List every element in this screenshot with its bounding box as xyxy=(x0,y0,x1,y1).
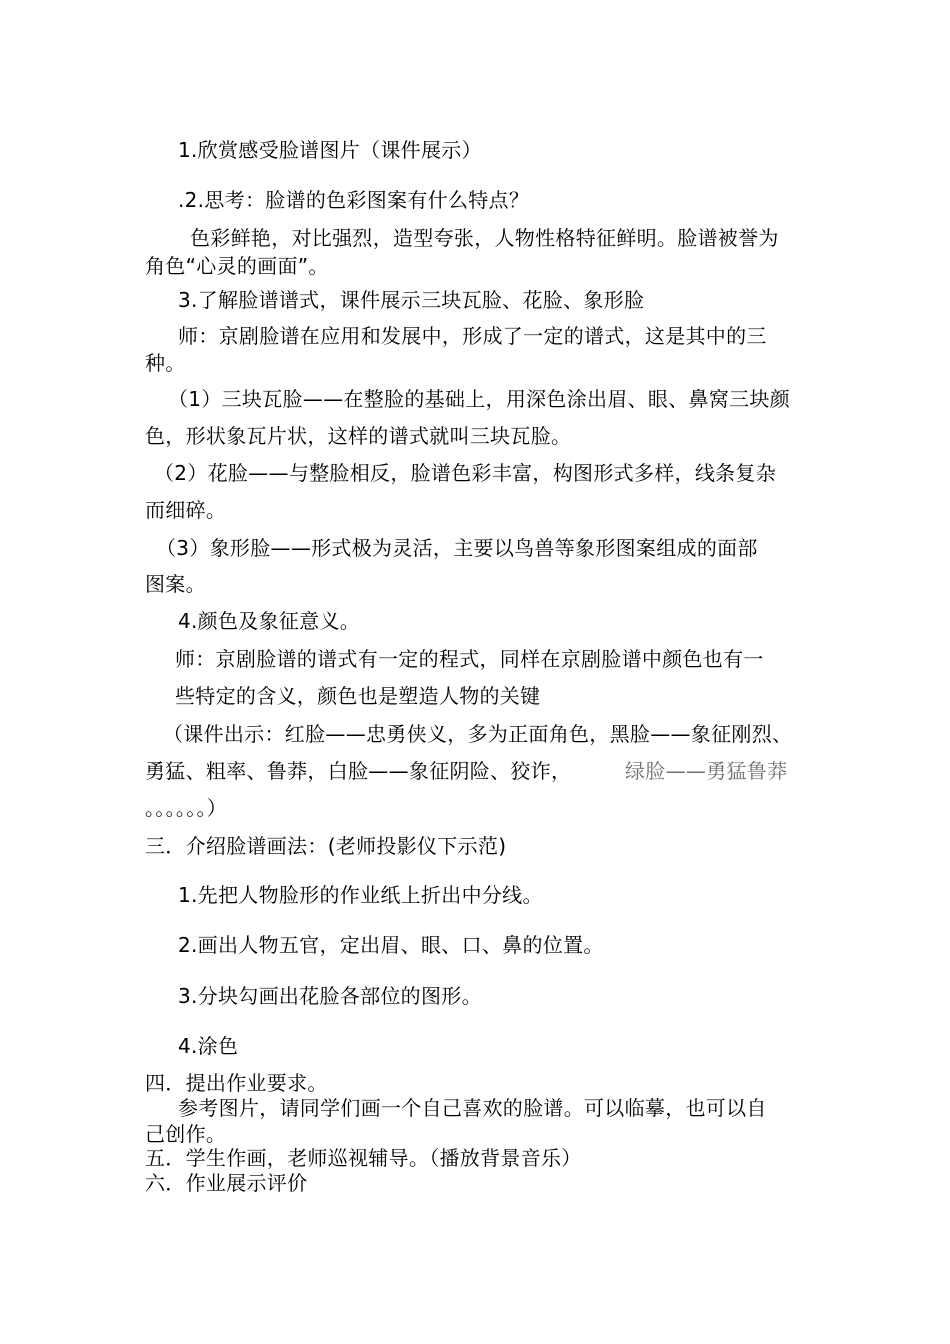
text-line: 3.分块勾画出花脸各部位的图形。 xyxy=(178,984,482,1008)
text-line: 色，形状象瓦片状，这样的谱式就叫三块瓦脸。 xyxy=(145,424,572,448)
text-line: 师：京剧脸谱的谱式有一定的程式，同样在京剧脸谱中颜色也有一 xyxy=(175,647,764,671)
text-line: 些特定的含义，颜色也是塑造人物的关键 xyxy=(175,684,541,708)
text-line: 己创作。 xyxy=(145,1122,227,1146)
section-heading: 三．介绍脸谱画法：(老师投影仪下示范) xyxy=(145,834,507,858)
text-line: 1.先把人物脸形的作业纸上折出中分线。 xyxy=(178,883,543,907)
text-line: .2.思考：脸谱的色彩图案有什么特点？ xyxy=(178,188,530,212)
text-line: 师：京剧脸谱在应用和发展中，形成了一定的谱式，这是其中的三 xyxy=(178,324,767,348)
text-line: 角色“心灵的画面”。 xyxy=(145,254,329,278)
text-line: 2.画出人物五官，定出眉、眼、口、鼻的位置。 xyxy=(178,933,604,957)
section-heading: 六．作业展示评价 xyxy=(145,1171,308,1195)
text-line: 图案。 xyxy=(145,572,206,596)
text-line: （2）花脸——与整脸相反，脸谱色彩丰富，构图形式多样，线条复杂 xyxy=(154,461,777,485)
text-line: 4.涂色 xyxy=(178,1034,239,1058)
text-line: 而细碎。 xyxy=(145,498,227,522)
text-line: 参考图片，请同学们画一个自己喜欢的脸谱。可以临摹，也可以自 xyxy=(178,1096,767,1120)
text-line: 1.欣赏感受脸谱图片（课件展示） xyxy=(178,138,482,162)
text-line: 3.了解脸谱谱式，课件展示三块瓦脸、花脸、象形脸 xyxy=(178,288,645,312)
text-line: 种。 xyxy=(145,351,186,375)
text-line: 色彩鲜艳，对比强烈，造型夸张，人物性格特征鲜明。脸谱被誉为 xyxy=(190,226,779,250)
text-line: （3）象形脸——形式极为灵活，主要以鸟兽等象形图案组成的面部 xyxy=(156,536,758,560)
text-line: 勇猛、粗率、鲁莽，白脸——象征阴险、狡诈， xyxy=(145,759,572,783)
text-line: 绿脸——勇猛鲁莽 xyxy=(625,759,788,783)
section-heading: 五．学生作画，老师巡视辅导。（播放背景音乐） xyxy=(145,1146,582,1170)
text-line: （1）三块瓦脸——在整脸的基础上，用深色涂出眉、眼、鼻窝三块颜 xyxy=(168,387,791,411)
text-line: 4.颜色及象征意义。 xyxy=(178,609,361,633)
text-line: 。。。。。。） xyxy=(145,796,228,820)
section-heading: 四．提出作业要求。 xyxy=(145,1071,328,1095)
text-line: （课件出示：红脸——忠勇侠义，多为正面角色，黑脸——象征刚烈、 xyxy=(163,722,793,746)
